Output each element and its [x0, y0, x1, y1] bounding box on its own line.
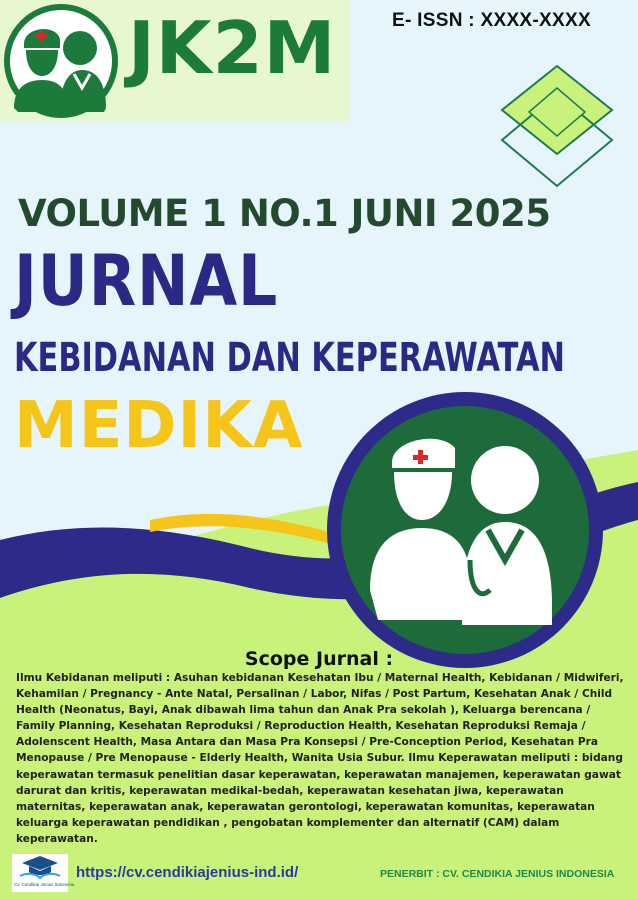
scope-body: Ilmu Kebidanan meliputi : Asuhan kebidanan Kesehatan Ibu / Maternal Health, Kebidanan / Midwiferi, Kehamilan / Pregnancy - Ante Natal, Persalinan / Labor, Nifas / Post Partum, Kesehatan Anak / Child Health (Neonatus, Bayi, Anak dibawah lima tahun dan Anak Pra sekolah ), Keluarga berencana / Family Planning, Kesehatan Reproduksi / Reproduction Health, Kesehatan Reproduksi Remaja / Adolenscent Health, Masa Antara dan Masa Pra Konsepsi / Pre-Conception Period, Kesehatan Pra Menopause / Pre Menopause - Elderly Health, Wanita Usia Subur. Ilmu Keperawatan meliputi : bidang keperawatan termasuk penelitian dasar keperawatan, keperawatan manajemen, keperawatan gawat darurat dan kritis, keperawatan medikal-bedah, keperawatan kesehatan jiwa, keperawatan maternitas, keperawatan anak, keperawatan gerontologi, keperawatan komunitas, keperawatan keluarga keperawatan pendidikan , pengobatan komplementer dan alternatif (CAM) dalam keperawatan. — [16, 672, 624, 845]
website-link[interactable]: https://cv.cendikiajenius-ind.id/ — [76, 864, 299, 881]
issn-label: E- ISSN : XXXX-XXXX — [392, 10, 591, 31]
title-line-jurnal: JURNAL — [14, 240, 279, 322]
publisher-label: PENERBIT : CV. CENDIKIA JENIUS INDONESIA — [380, 868, 615, 880]
scope-heading: Scope Jurnal : — [244, 648, 394, 670]
nurse-doctor-logo-icon — [4, 4, 118, 118]
logo-text: JK2M — [128, 6, 337, 90]
volume-issue-label: VOLUME 1 NO.1 JUNI 2025 — [18, 192, 551, 235]
title-line-medika: MEDIKA — [14, 389, 304, 463]
title-line-kebidanan: KEBIDANAN DAN KEPERAWATAN — [14, 335, 565, 381]
nurse-doctor-emblem-icon — [327, 392, 603, 668]
publisher-logo-text: Cv. Cendikia Jenius Indonesia — [14, 882, 75, 887]
graduation-book-icon — [12, 854, 68, 882]
journal-logo — [0, 0, 350, 122]
